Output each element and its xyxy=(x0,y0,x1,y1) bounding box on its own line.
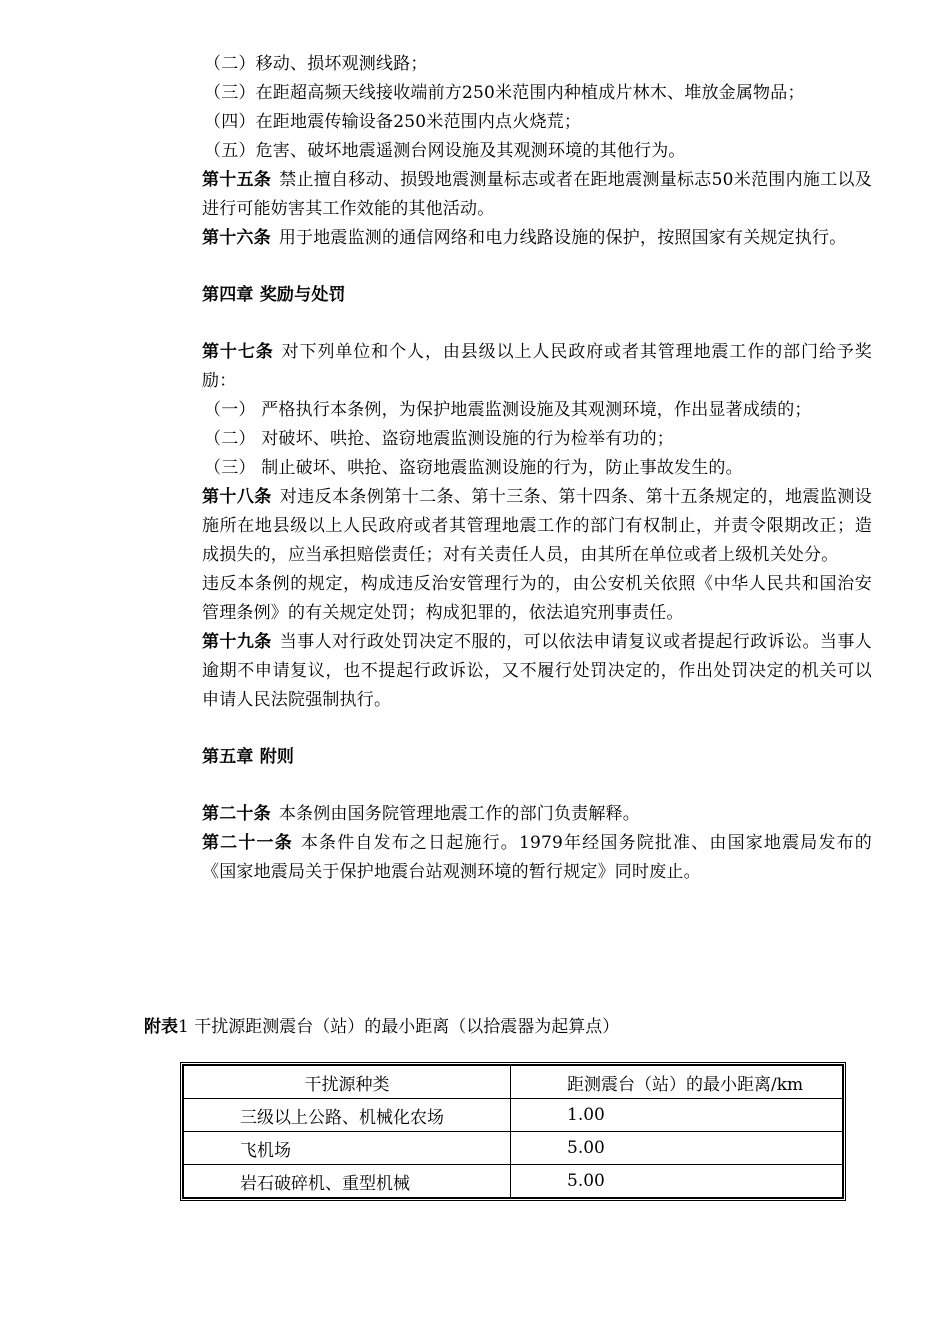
header-min-distance: 距测震台（站）的最小距离/km xyxy=(511,1066,843,1099)
article-15-title: 第十五条 xyxy=(202,170,272,190)
article-16-text: 用于地震监测的通信网络和电力线路设施的保护，按照国家有关规定执行。 xyxy=(278,228,847,248)
article-20 xyxy=(202,800,872,829)
distance-table xyxy=(183,1065,843,1198)
article-19-text: 当事人对行政处罚决定不服的，可以依法申请复议或者提起行政诉讼。当事人逾期不申请复议，也不提起行政诉讼，又不履行处罚决定的，作出处罚决定的机关可以申请人民法院强制执行。 xyxy=(202,632,872,710)
article-17-item-1: （一） 严格执行本条例，为保护地震监测设施及其观测环境，作出显著成绩的； xyxy=(204,400,812,420)
article-19-title: 第十九条 xyxy=(202,632,272,652)
chapter-5-heading: 第五章 附则 xyxy=(202,747,295,767)
article-17-item-3: （三） 制止破坏、哄抢、盗窃地震监测设施的行为，防止事故发生的。 xyxy=(204,458,743,478)
row-1-source: 三级以上公路、机械化农场 xyxy=(184,1099,511,1132)
clause-item-4: （四）在距地震传输设备250米范围内点火烧荒； xyxy=(204,112,582,132)
table-row xyxy=(184,1099,843,1132)
article-21-text: 本条件自发布之日起施行。1979年经国务院批准、由国家地震局发布的《国家地震局关于保护地震台站观测环境的暂行规定》同时废止。 xyxy=(202,833,872,882)
article-20-title: 第二十条 xyxy=(202,804,271,824)
regulation-body xyxy=(202,50,872,887)
article-15 xyxy=(202,166,872,224)
article-17 xyxy=(202,338,872,396)
table-header-row xyxy=(184,1066,843,1099)
header-interference-source: 干扰源种类 xyxy=(184,1066,511,1099)
clause-item-3: （三）在距超高频天线接收端前方250米范围内种植成片林木、堆放金属物品； xyxy=(204,83,805,103)
article-18-text: 对违反本条例第十二条、第十三条、第十四条、第十五条规定的，地震监测设施所在地县级以上人民政府或者其管理地震工作的部门有权制止，并责令限期改正；造成损失的，应当承担赔偿责任；对有关责任人员，由其所在单位或者上级机关处分。 xyxy=(202,487,872,565)
article-21 xyxy=(202,829,872,887)
article-15-text: 禁止擅自移动、损毁地震测量标志或者在距地震测量标志50米范围内施工以及进行可能妨害其工作效能的其他活动。 xyxy=(202,170,872,219)
appendix-label: 附表 xyxy=(144,1017,178,1037)
article-17-text: 对下列单位和个人，由县级以上人民政府或者其管理地震工作的部门给予奖励： xyxy=(202,342,872,391)
row-2-source: 飞机场 xyxy=(184,1132,511,1165)
article-20-text: 本条例由国务院管理地震工作的部门负责解释。 xyxy=(278,804,641,824)
clause-item-5: （五）危害、破坏地震遥测台网设施及其观测环境的其他行为。 xyxy=(204,141,686,161)
article-17-title: 第十七条 xyxy=(202,342,274,362)
appendix-caption xyxy=(144,1013,619,1042)
row-2-distance: 5.00 xyxy=(511,1132,843,1165)
clause-item-2: （二）移动、损坏观测线路； xyxy=(204,54,428,74)
row-1-distance: 1.00 xyxy=(511,1099,843,1132)
row-3-distance: 5.00 xyxy=(511,1165,843,1198)
article-16-title: 第十六条 xyxy=(202,228,271,248)
article-17-item-2: （二） 对破坏、哄抢、盗窃地震监测设施的行为检举有功的； xyxy=(204,429,675,449)
article-18 xyxy=(202,483,872,570)
article-18-paragraph-2: 违反本条例的规定，构成违反治安管理行为的，由公安机关依照《中华人民共和国治安管理条例》的有关规定处罚；构成犯罪的，依法追究刑事责任。 xyxy=(202,574,872,623)
article-18-title: 第十八条 xyxy=(202,487,272,507)
row-3-source: 岩石破碎机、重型机械 xyxy=(184,1165,511,1198)
article-16 xyxy=(202,224,872,253)
article-21-title: 第二十一条 xyxy=(202,833,293,853)
table-row xyxy=(184,1132,843,1165)
table-row xyxy=(184,1165,843,1198)
distance-table-frame xyxy=(180,1062,846,1201)
chapter-4-heading: 第四章 奖励与处罚 xyxy=(202,285,346,305)
article-19 xyxy=(202,628,872,715)
appendix-caption-text: 1 干扰源距测震台（站）的最小距离（以拾震器为起算点） xyxy=(178,1017,620,1037)
